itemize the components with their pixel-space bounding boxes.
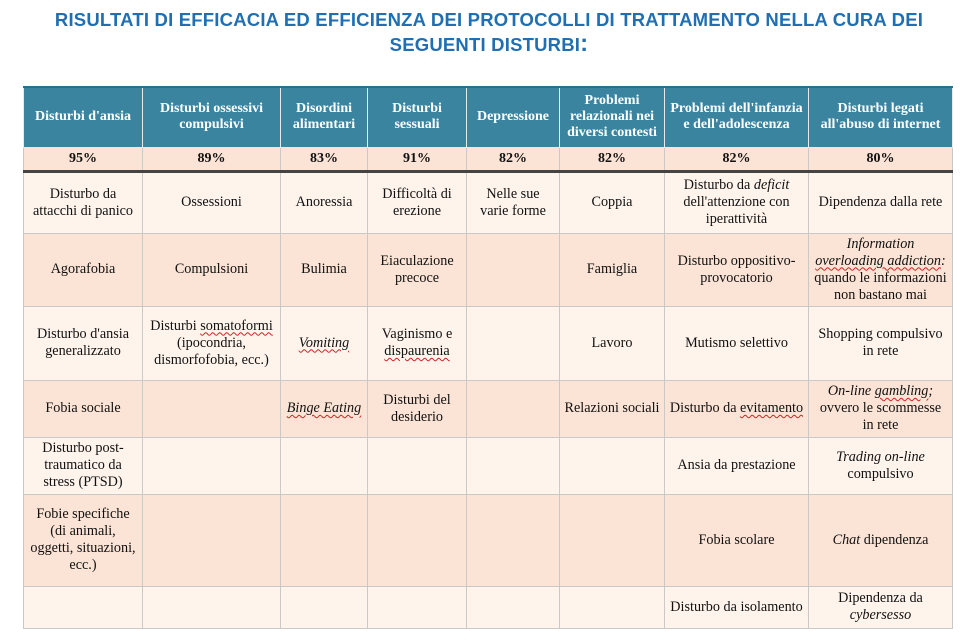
cell-text: ovvero le scommesse in rete bbox=[819, 400, 942, 433]
table-cell bbox=[368, 494, 467, 586]
header-row bbox=[24, 87, 953, 147]
table-cell: Disturbo da isolamento bbox=[665, 586, 809, 628]
table-cell: Shopping compulsivo in rete bbox=[809, 306, 953, 380]
table-cell: Disturbi del desiderio bbox=[368, 380, 467, 437]
table-cell: Lavoro bbox=[560, 306, 665, 380]
table-cell bbox=[467, 380, 560, 437]
cell-text: Disturbo da bbox=[683, 177, 754, 193]
header-problemi-relazionali: Problemi relazionali nei diversi contesti bbox=[560, 87, 665, 147]
cell-text: Vaginismo e bbox=[381, 326, 453, 342]
title-line-2 bbox=[0, 32, 978, 57]
table-cell bbox=[281, 586, 368, 628]
pct-sessuali: 91% bbox=[368, 147, 467, 171]
header-disordini-alimentari: Disordini alimentari bbox=[281, 87, 368, 147]
table-cell: Disturbo da attacchi di panico bbox=[24, 171, 143, 233]
title-line-2-text: SEGUENTI DISTURBI bbox=[389, 34, 581, 55]
treatment-table bbox=[23, 86, 953, 629]
cell-text: Dipendenza da bbox=[838, 590, 923, 606]
cell-text-italic: Information bbox=[846, 235, 915, 252]
table-cell bbox=[281, 380, 368, 437]
header-depressione: Depressione bbox=[467, 87, 560, 147]
table-cell: Dipendenza dalla rete bbox=[809, 171, 953, 233]
table-cell: Compulsioni bbox=[143, 233, 281, 306]
table-cell: Bulimia bbox=[281, 233, 368, 306]
header-infanzia-adolescenza: Problemi dell'infanzia e dell'adolescenza bbox=[665, 87, 809, 147]
header-ossessivi-compulsivi: Disturbi ossessivi compulsivi bbox=[143, 87, 281, 147]
table-cell bbox=[809, 380, 953, 437]
table-cell bbox=[368, 306, 467, 380]
table-cell bbox=[143, 586, 281, 628]
pct-ansia: 95% bbox=[24, 147, 143, 171]
table-cell bbox=[281, 494, 368, 586]
table-cell bbox=[368, 586, 467, 628]
table-row bbox=[24, 380, 953, 437]
table-cell: Fobia sociale bbox=[24, 380, 143, 437]
table-cell: Coppia bbox=[560, 171, 665, 233]
cell-text: (ipocondria, dismorfofobia, ecc.) bbox=[154, 334, 269, 368]
cell-text-underlined: somatoformi bbox=[200, 317, 273, 334]
percentage-row bbox=[24, 147, 953, 171]
table-cell bbox=[467, 233, 560, 306]
pct-internet: 80% bbox=[809, 147, 953, 171]
pct-alimentari: 83% bbox=[281, 147, 368, 171]
table-cell bbox=[665, 380, 809, 437]
pct-relazionali: 82% bbox=[560, 147, 665, 171]
cell-text-italic: gambling bbox=[874, 383, 929, 399]
cell-text-italic: Trading on-line bbox=[836, 448, 925, 465]
cell-text-italic: cybersesso bbox=[849, 607, 912, 623]
table-cell: Ossessioni bbox=[143, 171, 281, 233]
table-cell: Ansia da prestazione bbox=[665, 437, 809, 494]
table-cell: Mutismo selettivo bbox=[665, 306, 809, 380]
table-row bbox=[24, 437, 953, 494]
table-row bbox=[24, 306, 953, 380]
cell-text-italic: overloading addiction bbox=[815, 252, 941, 269]
table-cell bbox=[809, 233, 953, 306]
table-cell: Anoressia bbox=[281, 171, 368, 233]
cell-text-italic: Vomiting bbox=[298, 334, 350, 351]
header-disturbi-ansia: Disturbi d'ansia bbox=[24, 87, 143, 147]
cell-text: quando le informazioni non bastano mai bbox=[814, 269, 947, 303]
table-cell: Disturbo oppositivo-provocatorio bbox=[665, 233, 809, 306]
pct-ossessivi: 89% bbox=[143, 147, 281, 171]
title-colon: : bbox=[580, 30, 589, 57]
pct-infanzia: 82% bbox=[665, 147, 809, 171]
table-cell: Relazioni sociali bbox=[560, 380, 665, 437]
table-cell: Nelle sue varie forme bbox=[467, 171, 560, 233]
cell-text: Disturbi bbox=[150, 317, 201, 334]
table-row bbox=[24, 586, 953, 628]
table-cell bbox=[467, 586, 560, 628]
table-row bbox=[24, 494, 953, 586]
table-cell bbox=[560, 437, 665, 494]
table-cell bbox=[143, 494, 281, 586]
page-title bbox=[0, 8, 978, 57]
table-cell: Difficoltà di erezione bbox=[368, 171, 467, 233]
header-abuso-internet: Disturbi legati all'abuso di internet bbox=[809, 87, 953, 147]
table-cell bbox=[665, 171, 809, 233]
cell-text-italic: ; bbox=[928, 383, 934, 399]
table-row bbox=[24, 171, 953, 233]
table-cell bbox=[281, 437, 368, 494]
cell-text-underlined: evitamento bbox=[740, 400, 804, 416]
table-cell bbox=[809, 586, 953, 628]
cell-text-underlined: dispaurenia bbox=[384, 343, 450, 359]
table-cell: Fobia scolare bbox=[665, 494, 809, 586]
cell-text: dipendenza bbox=[860, 531, 929, 548]
cell-text-italic: deficit bbox=[753, 177, 790, 193]
cell-text-italic: Chat bbox=[832, 531, 861, 548]
header-disturbi-sessuali: Disturbi sessuali bbox=[368, 87, 467, 147]
pct-depressione: 82% bbox=[467, 147, 560, 171]
table-row bbox=[24, 233, 953, 306]
table-cell: Fobie specifiche (di animali, oggetti, situazioni, ecc.) bbox=[24, 494, 143, 586]
cell-text: dell'attenzione con iperattività bbox=[683, 194, 790, 227]
cell-text-italic: : bbox=[940, 252, 946, 269]
table-cell bbox=[467, 306, 560, 380]
table-cell bbox=[809, 494, 953, 586]
table-cell: Disturbo d'ansia generalizzato bbox=[24, 306, 143, 380]
table-cell bbox=[809, 437, 953, 494]
table-cell: Eiaculazione precoce bbox=[368, 233, 467, 306]
cell-text-italic: On-line bbox=[827, 383, 875, 399]
table-cell bbox=[560, 494, 665, 586]
table-cell bbox=[467, 437, 560, 494]
table-cell bbox=[281, 306, 368, 380]
table-cell bbox=[143, 437, 281, 494]
table-cell bbox=[560, 586, 665, 628]
table-cell: Disturbo post-traumatico da stress (PTSD) bbox=[24, 437, 143, 494]
table-cell bbox=[143, 380, 281, 437]
table-cell bbox=[24, 586, 143, 628]
cell-text: Disturbo da bbox=[669, 400, 741, 416]
table-cell bbox=[143, 306, 281, 380]
title-line-1: RISULTATI DI EFFICACIA ED EFFICIENZA DEI PROTOCOLLI DI TRATTAMENTO NELLA CURA DEI bbox=[54, 9, 924, 30]
table-cell: Famiglia bbox=[560, 233, 665, 306]
table-cell: Agorafobia bbox=[24, 233, 143, 306]
cell-text: compulsivo bbox=[847, 465, 914, 482]
table-cell bbox=[467, 494, 560, 586]
cell-text-italic: Binge Eating bbox=[286, 400, 362, 416]
table-cell bbox=[368, 437, 467, 494]
